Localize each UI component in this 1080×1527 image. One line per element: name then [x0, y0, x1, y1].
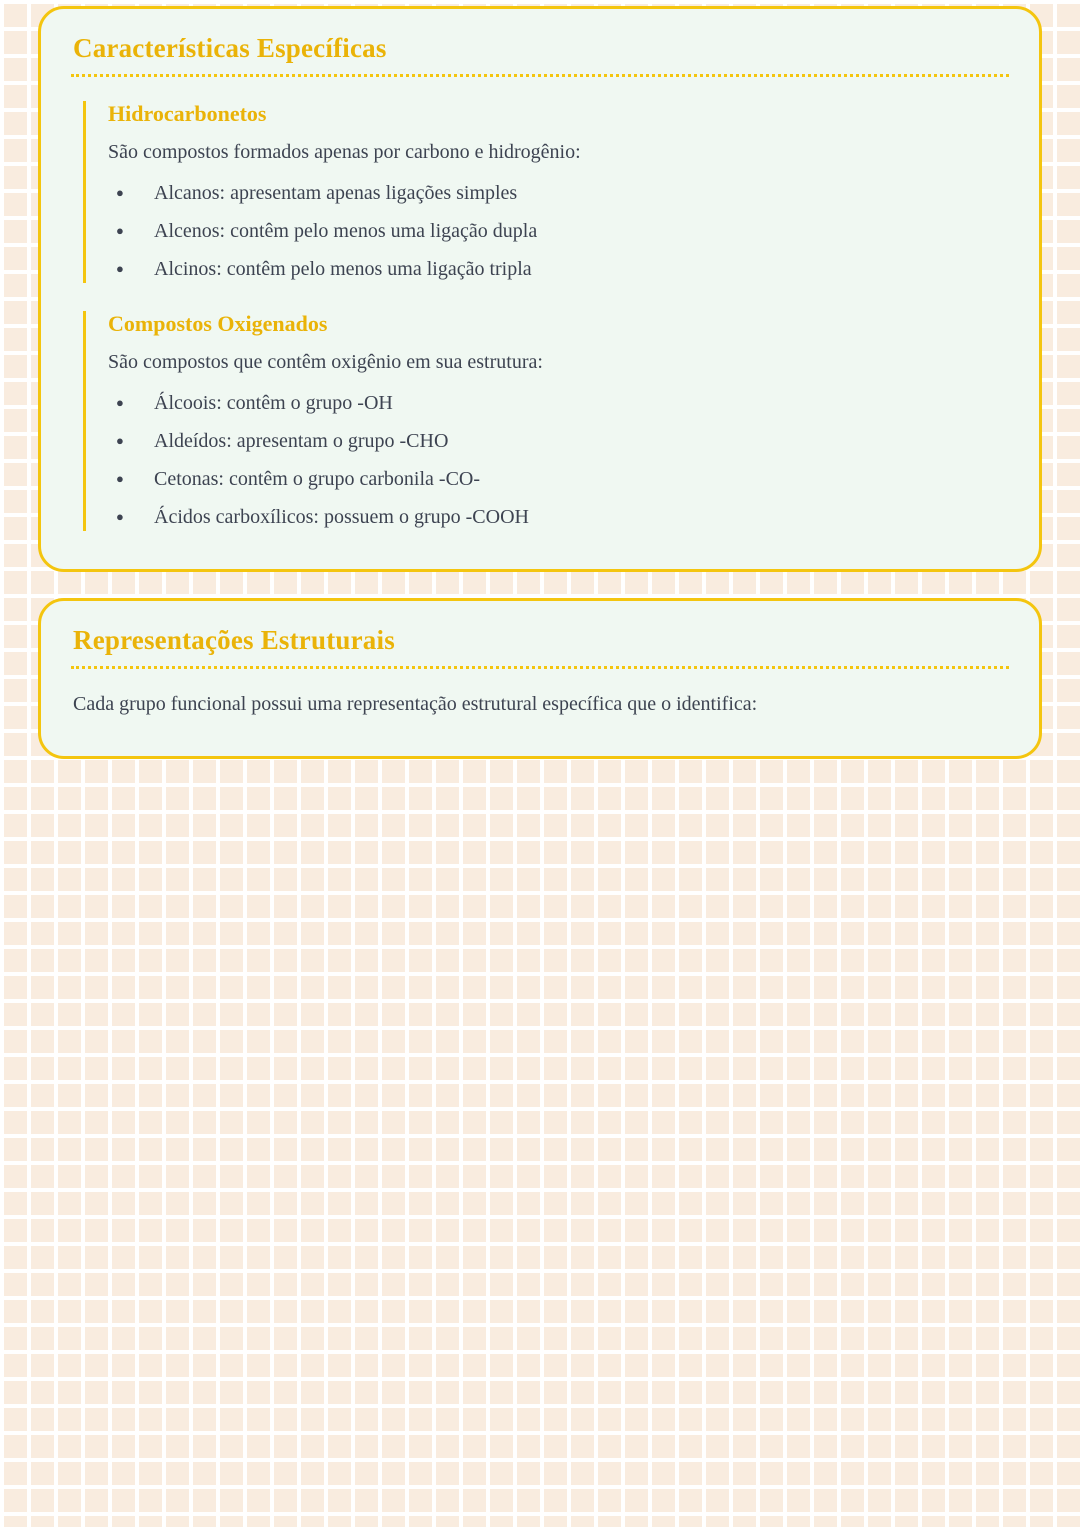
card-body-text: Cada grupo funcional possui uma representação estrutural específica que o identifica: [73, 693, 758, 715]
card-representacoes-estruturais [38, 598, 1042, 759]
list-item: ● Ácidos carboxílicos: possuem o grupo -COOH [108, 504, 1009, 531]
section-intro: São compostos que contêm oxigênio em sua estrutura: [108, 351, 543, 373]
section-compostos-oxigenados [83, 311, 1009, 531]
card-title: Representações Estruturais [73, 625, 395, 655]
section-hidrocarbonetos [83, 101, 1009, 283]
list-item: ● Álcoois: contêm o grupo -OH [108, 390, 1009, 417]
card-title: Características Específicas [73, 33, 387, 63]
list-item: ● Cetonas: contêm o grupo carbonila -CO- [108, 466, 1009, 493]
list-item: ● Aldeídos: apresentam o grupo -CHO [108, 428, 1009, 455]
bullet-list [108, 180, 1009, 283]
section-heading: Compostos Oxigenados [108, 311, 328, 336]
dotted-divider [71, 666, 1009, 669]
section-heading: Hidrocarbonetos [108, 101, 267, 126]
card-caracteristicas-especificas [38, 6, 1042, 572]
list-item: ● Alcanos: apresentam apenas ligações simples [108, 180, 1009, 207]
list-item: ● Alcinos: contêm pelo menos uma ligação tripla [108, 256, 1009, 283]
section-intro: São compostos formados apenas por carbono e hidrogênio: [108, 141, 581, 163]
list-item: ● Alcenos: contêm pelo menos uma ligação dupla [108, 218, 1009, 245]
bullet-list [108, 390, 1009, 531]
dotted-divider [71, 74, 1009, 77]
